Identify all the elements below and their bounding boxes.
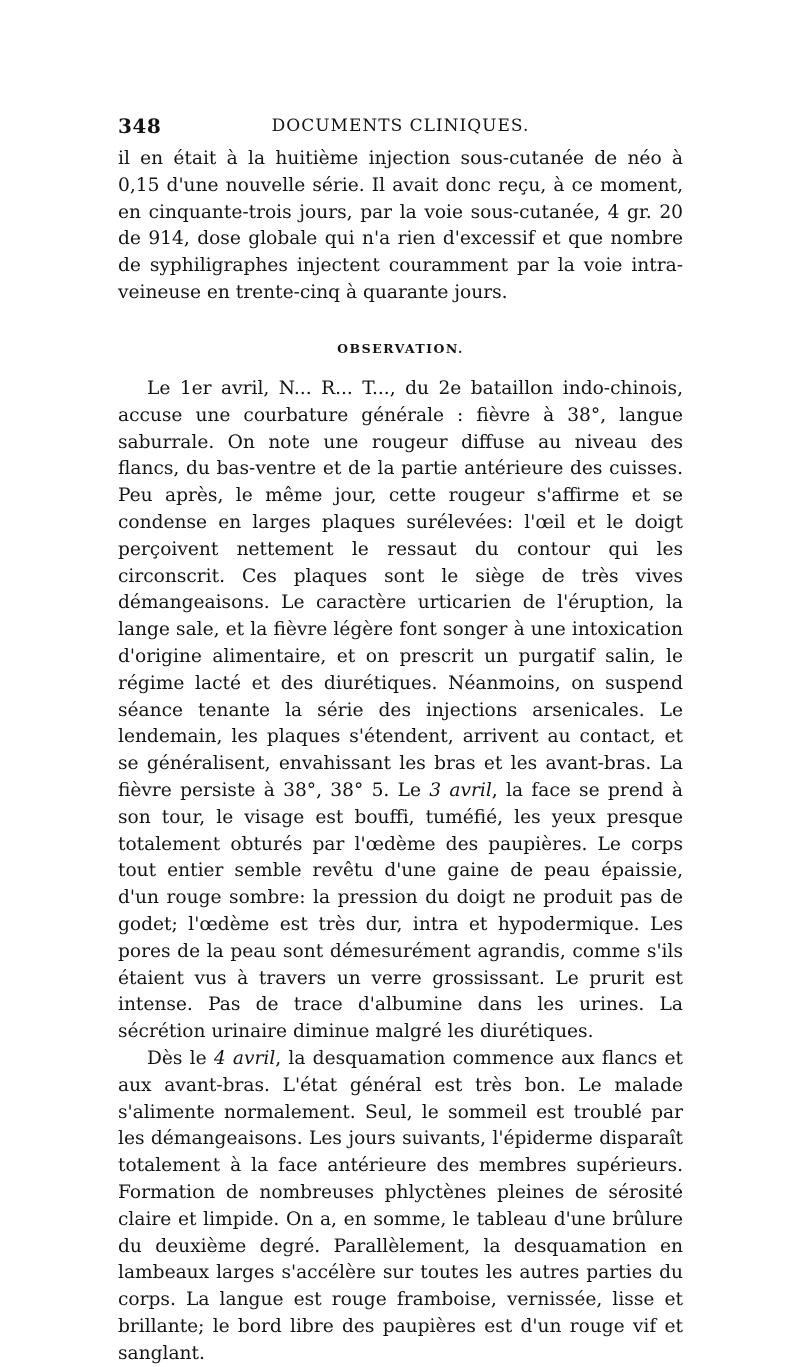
observation-date-3-avril: 3 avril — [429, 779, 492, 801]
observation-p1-part2: , la face se prend à son tour, le visage est bouffi, tuméfié, les yeux presque totalement obturés par l'œdème des paupières. Le corps tout entier semble revêtu d'une gaine de peau épaissie, d'un rouge sombre: la pression du doigt ne produit pas de godet; l'œdème est très dur, intra et hypodermique. Les pores de la peau sont démesurément agrandis, comme s'ils étaient vus à travers un verre grossissant. Le prurit est intense. Pas de trace d'albumine dans les urines. La sécrétion urinaire diminue malgré les diurétiques. — [118, 779, 683, 1043]
observation-p2-part2: , la desquamation commence aux flancs et aux avant-bras. L'état général est très bon. Le malade s'alimente normalement. Seul, le sommeil est troublé par les démangeaisons. Les jours suivants, l'épiderme disparaît totalement à la face antérieure des membres supérieurs. Formation de nombreuses phlyctènes pleines de sérosité claire et limpide. On a, en somme, le tableau d'une brûlure du deuxième degré. Parallèlement, la desquamation en lambeaux larges s'accélère sur toutes les autres parties du corps. La langue est rouge framboise, vernissée, lisse et brillante; le bord libre des paupières est d'un rouge vif et sanglant. — [118, 1047, 683, 1364]
observation-p1-part1: Le 1er avril, N... R... T..., du 2e bataillon indo-chinois, accuse une courbature générale : fièvre à 38°, langue saburrale. On note une rougeur diffuse au niveau des flancs, du bas-ventre et de la partie antérieure des cuisses. Peu après, le même jour, cette rougeur s'affirme et se condense en larges plaques surélevées: l'œil et le doigt perçoivent nettement le ressaut du contour qui les circonscrit. Ces plaques sont le siège de très vives démangeaisons. Le caractère urticarien de l'éruption, la lange sale, et la fièvre légère font songer à une intoxication d'origine alimentaire, et on prescrit un purgatif salin, le régime lacté et des diurétiques. Néanmoins, on suspend séance tenante la série des injections arsenicales. Le lendemain, les plaques s'étendent, arrivent au contact, et se généralisent, envahissant les bras et les avant-bras. La fièvre persiste à 38°, 38° 5. Le — [118, 378, 683, 801]
intro-paragraph: il en était à la huitième injection sous-cutanée de néo à 0,15 d'une nouvelle série. Il avait donc reçu, à ce moment, en cinquante-trois jours, par la voie sous-cutanée, 4 gr. 20 de 914, dose globale qui n'a rien d'excessif et que nombre de syphiligraphes injectent couramment par la voie intra-veineuse en trente-cinq à quarante jours. — [118, 148, 683, 303]
page-number: 348 — [118, 114, 162, 138]
observation-paragraph-1 — [118, 376, 683, 1046]
observation-p2-part1: Dès le — [147, 1047, 214, 1069]
running-header — [118, 114, 683, 144]
running-title: DOCUMENTS CLINIQUES. — [271, 116, 530, 136]
observation-text-block — [118, 376, 683, 1367]
observation-date-4-avril: 4 avril — [213, 1047, 276, 1069]
intro-text-block — [118, 146, 683, 307]
observation-paragraph-2 — [118, 1046, 683, 1367]
section-heading: OBSERVATION. — [337, 341, 464, 356]
